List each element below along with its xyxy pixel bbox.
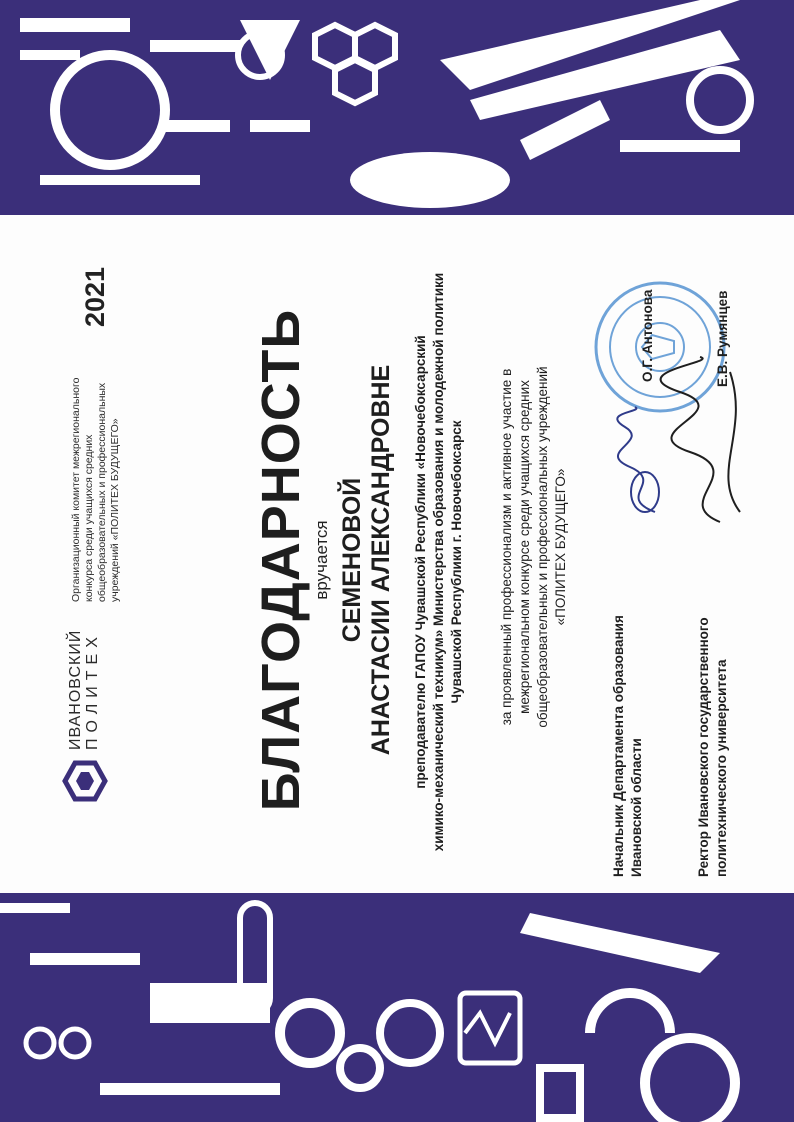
position-line: преподавателю ГАПОУ Чувашской Республики «Новочебоксарский <box>413 335 428 789</box>
reason-line: общеобразовательных и профессиональных учреждений <box>534 366 550 728</box>
signatory-1-name: О.Г. Антонова <box>640 289 655 382</box>
logo-text-line1: ИВАНОВСКИЙ <box>67 629 85 750</box>
reason-line: «ПОЛИТЕХ БУДУЩЕГО» <box>552 468 568 626</box>
organizer-line: Организационный комитет межрегионального <box>70 377 82 602</box>
organizer-line: учреждений «ПОЛИТЕХ БУДУЩЕГО» <box>109 418 122 602</box>
institution-logo <box>62 630 108 804</box>
year: 2021 <box>80 266 110 327</box>
signatory-title-line: Ивановской области <box>628 738 644 877</box>
recipient-surname: СЕМЕНОВОЙ <box>338 477 366 643</box>
signatory-2-title <box>695 547 730 877</box>
signatory-title-line: Ректор Ивановского государственного <box>696 617 711 877</box>
recipient-given-names: АНАСТАСИИ АЛЕКСАНДРОВНЕ <box>367 364 395 756</box>
position-line: химико-механический техникум» Министерства образования и молодежной политики <box>430 272 446 852</box>
awarded-label: вручается <box>312 520 331 600</box>
signatory-title-line: Начальник Департамента образования <box>611 615 626 877</box>
politech-logo-icon <box>62 758 108 804</box>
reason-line: межрегиональном конкурсе среди учащихся средних <box>516 380 532 714</box>
signatory-2-name: Е.В. Румянцев <box>715 290 730 387</box>
signatory-1-title <box>610 557 645 877</box>
organizer-line: конкурса среди учащихся средних <box>83 434 96 602</box>
award-reason <box>498 327 570 767</box>
logo-text-line2: ПОЛИТЕХ <box>84 631 101 750</box>
signatory-title-line: политехнического университета <box>713 659 729 877</box>
organizer-text <box>70 282 123 602</box>
reason-line: за проявленный профессионализм и активное участие в <box>499 368 514 726</box>
position-line: Чувашской Республики г. Новочебоксарск <box>448 420 464 704</box>
signature-2-icon <box>650 352 760 532</box>
certificate-title: БЛАГОДАРНОСТЬ <box>251 308 311 812</box>
recipient-position <box>412 202 466 922</box>
organizer-line: общеобразовательных и профессиональных <box>96 382 109 602</box>
